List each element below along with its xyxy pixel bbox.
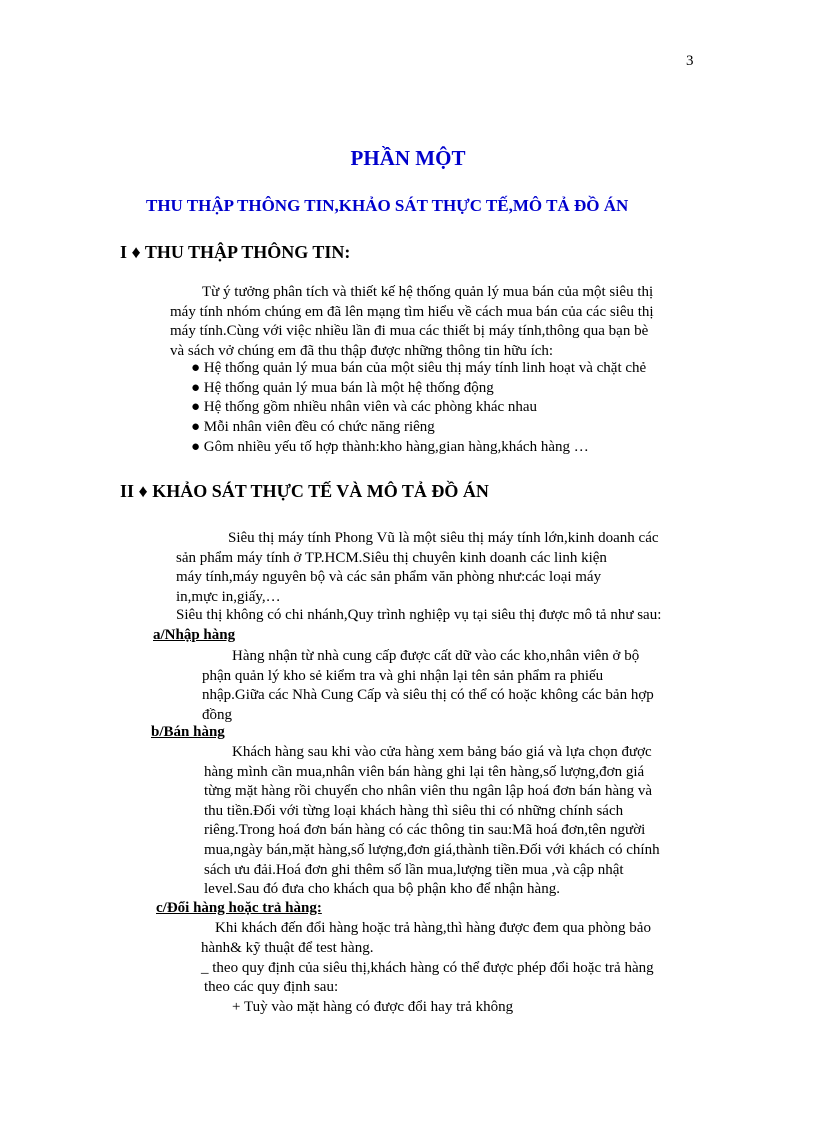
subsection-c-line-1: Khi khách đến đổi hàng hoặc trả hàng,thì hàng được đem qua phòng bảo — [215, 920, 651, 936]
text-line: riêng.Trong hoá đơn bán hàng có các thông tin sau:Mã hoá đơn,tên người — [204, 822, 646, 839]
section-2-heading: II ♦ KHẢO SÁT THỰC TẾ VÀ MÔ TẢ ĐỒ ÁN — [120, 481, 489, 501]
text-line: in,mực in,giấy,… — [176, 588, 281, 605]
text-line: thu tiền.Đối với từng loại khách hàng thì siêu thi có những chính sách — [204, 802, 624, 819]
text-line: sản phẩm máy tính ở TP.HCM.Siêu thị chuyên kinh doanh các linh kiện — [176, 549, 607, 566]
info-bullet-list — [191, 359, 646, 458]
list-item: ● Hệ thống quản lý mua bán là một hệ thống động — [191, 379, 494, 396]
subsection-c-line-4: theo các quy định sau: — [204, 979, 339, 995]
list-item: ● Hệ thống quản lý mua bán của một siêu thị máy tính linh hoạt và chặt chẻ — [191, 360, 647, 376]
text-line: Từ ý tưởng phân tích và thiết kế hệ thống quản lý mua bán của một siêu thị — [202, 284, 654, 300]
text-line: máy tính.Cùng với việc nhiều lần đi mua các thiết bị máy tính,thông qua bạn bè — [170, 323, 649, 340]
text-line: Khách hàng sau khi vào cửa hàng xem bảng báo giá và lựa chọn được — [232, 744, 652, 760]
section-1-intro — [170, 283, 654, 361]
subsection-c-heading: c/Đổi hàng hoặc trả hàng: — [156, 900, 322, 916]
subsection-b-heading: b/Bán hàng — [151, 724, 225, 740]
part-title: PHẦN MỘT — [350, 146, 466, 170]
list-item: ● Mỗi nhân viên đều có chức năng riêng — [191, 419, 435, 436]
page-number: 3 — [686, 53, 694, 69]
subsection-c-line-3: _ theo quy định của siêu thị,khách hàng có thể được phép đổi hoặc trả hàng — [201, 960, 654, 976]
text-line: mua,ngày bán,mặt hàng,số lượng,đơn giá,thành tiền.Đối với khách có chính — [204, 841, 660, 858]
text-line: Hàng nhận từ nhà cung cấp được cất dữ vào các kho,nhân viên ở bộ — [232, 648, 640, 664]
text-line: Siêu thị máy tính Phong Vũ là một siêu thị máy tính lớn,kinh doanh các — [228, 530, 659, 546]
text-line: máy tính,máy nguyên bộ và các sản phẩm văn phòng như:các loại máy — [176, 569, 602, 586]
list-item: ● Hệ thống gồm nhiều nhân viên và các phòng khác nhau — [191, 399, 538, 416]
text-line: đồng — [202, 706, 232, 723]
text-line: level.Sau đó đưa cho khách qua bộ phận kho để nhận hàng. — [204, 881, 560, 898]
subsection-b-text — [204, 743, 660, 900]
text-line: và sách vở chúng em đã thu thập được những thông tin hữu ích: — [170, 342, 554, 359]
text-line: sách ưu đải.Hoá đơn ghi thêm số lần mua,lượng tiền mua ,và cập nhật — [204, 861, 624, 878]
section-2-intro — [176, 529, 659, 607]
subsection-c-line-5: + Tuỳ vào mặt hàng có được đổi hay trả không — [232, 999, 514, 1015]
section-1-heading: I ♦ THU THẬP THÔNG TIN: — [120, 242, 351, 262]
subsection-c-line-2: hành& kỹ thuật để test hàng. — [201, 940, 374, 956]
subsection-a-heading: a/Nhập hàng — [153, 627, 236, 643]
list-item: ● Gôm nhiều yếu tố hợp thành:kho hàng,gian hàng,khách hàng … — [191, 438, 589, 455]
text-line: máy tính nhóm chúng em đã lên mạng tìm hiểu về cách mua bán của các siêu thị — [170, 303, 654, 320]
subsection-a-text — [202, 647, 654, 725]
process-description: Siêu thị không có chi nhánh,Quy trình nghiệp vụ tại siêu thị được mô tả như sau: — [176, 607, 662, 623]
part-subtitle: THU THẬP THÔNG TIN,KHẢO SÁT THỰC TẾ,MÔ TẢ ĐỒ ÁN — [146, 196, 629, 215]
text-line: từng mặt hàng rồi chuyển cho nhân viên thu ngân lập hoá đơn bán hàng và — [204, 783, 653, 800]
text-line: nhập.Giữa các Nhà Cung Cấp và siêu thị có thể có hoặc không các bản hợp — [202, 687, 654, 704]
text-line: phận quản lý kho sẻ kiểm tra và ghi nhận lại tên sản phẩm ra phiếu — [202, 667, 604, 684]
text-line: hàng mình cần mua,nhân viên bán hàng ghi lại tên hàng,số lượng,đơn giá — [204, 763, 645, 780]
